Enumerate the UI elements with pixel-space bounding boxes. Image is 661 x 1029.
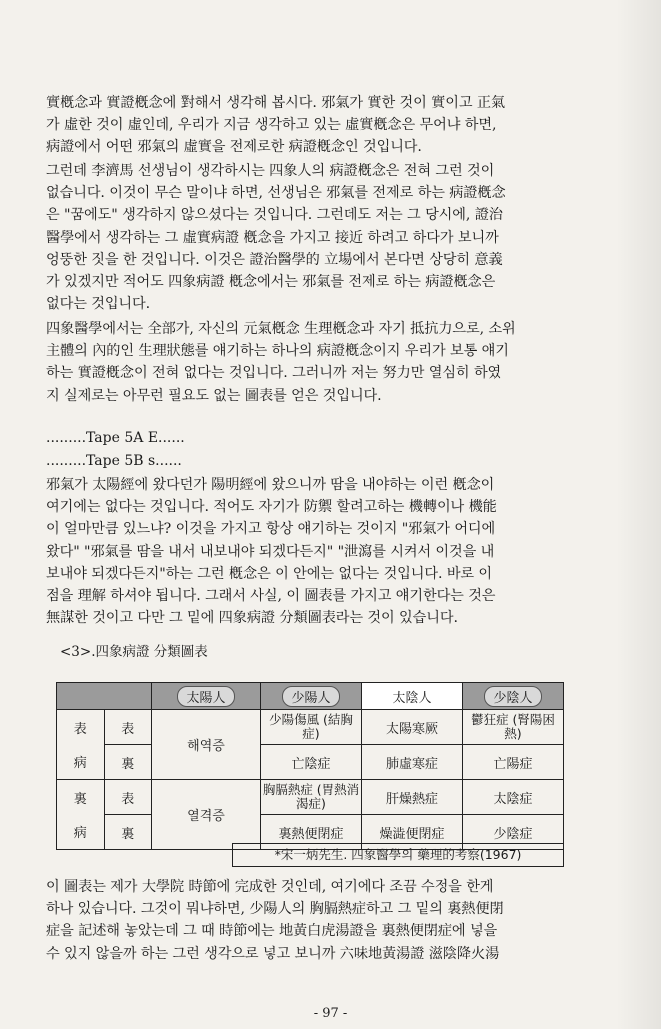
- paragraph: [46, 876, 616, 965]
- taiyin-cell: 燥澁便閉症: [362, 815, 463, 850]
- shaoyang-cell: 裏熱便閉症: [261, 815, 362, 850]
- header-shaoyang: 少陽人: [261, 683, 362, 710]
- paragraph: [46, 92, 616, 159]
- header-taiyin: 太陰人: [362, 683, 463, 710]
- paragraph: [46, 318, 616, 407]
- text-line: 四象醫學에서는 全部가, 자신의 元氣槪念 生理槪念과 자기 抵抗力으로, 소위: [46, 321, 516, 337]
- text-line: 이 얼마만큼 있느냐? 이것을 가지고 항상 얘기하는 것이지 "邪氣가 어디에: [46, 521, 496, 538]
- header-taiyang: 太陽人: [152, 683, 261, 710]
- page-number: - 97 -: [313, 1006, 348, 1021]
- text-line: 病證에서 어떤 邪氣의 虛實을 전제로한 病證槪念인 것입니다.: [46, 139, 422, 156]
- text-line: 수 있지 않을까 하는 그런 생각으로 넣고 보니까 六味地黃湯證 滋陰降火湯: [46, 945, 500, 962]
- text-line: 점을 理解 하셔야 됩니다. 그래서 사실, 이 圖表를 가지고 얘기한다는 것은: [46, 587, 496, 604]
- shaoyang-cell: 亡陰症: [261, 745, 362, 780]
- row-label: 病: [57, 815, 105, 850]
- text-line: 엉뚱한 짓을 한 것입니다. 이것은 證治醫學的 立場에서 본다면 상당히 意義: [46, 251, 503, 268]
- taiyin-cell: 太陽寒厥: [362, 710, 463, 745]
- table-caption: <3>.四象病證 分類圖表: [60, 644, 208, 660]
- text-line: 醫學에서 생각하는 그 虛實病證 槪念을 가지고 接近 하려고 하다가 보니까: [46, 229, 499, 246]
- text-line: 없다는 것입니다.: [46, 296, 151, 313]
- text-line: 없습니다. 이것이 무슨 말이냐 하면, 선생님은 邪氣를 전제로 하는 病證槪念: [46, 185, 506, 202]
- text-line: 邪氣가 太陽經에 왔다던가 陽明經에 왔으니까 땀을 내야하는 이런 槪念이: [46, 477, 495, 493]
- page-edge-shadow: [616, 0, 661, 1029]
- text-line: 그런데 李濟馬 선생님이 생각하시는 四象人의 病證槪念은 전혀 그런 것이: [46, 163, 495, 179]
- shaoyin-cell: 太陰症: [463, 780, 564, 815]
- table-source-note: *宋一炳先生. 四象醫學의 藥理的考察(1967): [232, 843, 564, 867]
- row-label: 表: [104, 780, 152, 815]
- row-label: 表: [104, 710, 152, 745]
- text-line: 보내야 되겠다든지"하는 그런 槪念은 이 안에는 없다는 것입니다. 바로 이: [46, 565, 493, 582]
- text-line: 왔다" "邪氣를 땀을 내서 내보내야 되겠다든지" "泄瀉를 시켜서 이것을 내: [46, 543, 495, 560]
- row-label: 裏: [104, 815, 152, 850]
- classification-table: [56, 682, 564, 850]
- text-line: 이 圖表는 제가 大學院 時節에 完成한 것인데, 여기에다 조끔 수정을 한게: [46, 879, 494, 895]
- text-line: 症을 記述해 놓았는데 그 때 時節에는 地黃白虎湯證을 裏熱便閉症에 넣을: [46, 923, 498, 940]
- text-line: 가 虛한 것이 虛인데, 우리가 지금 생각하고 있는 虛實槪念은 무어냐 하면,: [46, 117, 497, 134]
- taiyin-cell: 肺虛寒症: [362, 745, 463, 780]
- shaoyin-cell: 少陰症: [463, 815, 564, 850]
- text-line: 하나 있습니다. 그것이 뭐냐하면, 少陽人의 胸膈熱症하고 그 밑의 裏熱便閉: [46, 901, 504, 918]
- row-label: 病: [57, 745, 105, 780]
- tape-marker-1: .........Tape 5A E......: [46, 430, 185, 446]
- text-line: 하는 實證槪念이 전혀 없다는 것입니다. 그러니까 저는 努力만 열심히 하였: [46, 365, 502, 382]
- shaoyin-cell: 亡陽症: [463, 745, 564, 780]
- row-label: 表: [57, 710, 105, 745]
- paragraph: [46, 474, 616, 629]
- shaoyang-cell: 少陽傷風 (結胸症): [261, 710, 362, 745]
- text-line: 은 "꿈에도" 생각하지 않으셨다는 것입니다. 그런데도 저는 그 당시에, 證治: [46, 207, 503, 224]
- tape-marker-2: .........Tape 5B s......: [46, 453, 182, 469]
- text-line: 가 있겠지만 적어도 四象病證 槪念에서는 邪氣를 전제로 하는 病證槪念은: [46, 273, 496, 290]
- header-blank: [57, 683, 152, 710]
- text-line: 無謀한 것이고 다만 그 밑에 四象病證 分類圖表라는 것이 있습니다.: [46, 610, 458, 627]
- text-line: 實槪念과 實證槪念에 對해서 생각해 봅시다. 邪氣가 實한 것이 實이고 正氣: [46, 95, 506, 111]
- row-label: 裏: [57, 780, 105, 815]
- text-line: 지 실제로는 아무런 필요도 없는 圖表를 얻은 것입니다.: [46, 387, 382, 404]
- shaoyin-cell: 鬱狂症 (腎陽困熱): [463, 710, 564, 745]
- taiyang-cell: 열격증: [152, 780, 261, 850]
- taiyang-cell: 해역증: [152, 710, 261, 780]
- header-shaoyin: 少陰人: [463, 683, 564, 710]
- text-line: 主體의 內的인 生理狀態를 얘기하는 하나의 病證槪念이지 우리가 보통 얘기: [46, 343, 509, 360]
- row-label: 裏: [104, 745, 152, 780]
- paragraph: [46, 160, 616, 315]
- text-line: 여기에는 없다는 것입니다. 적어도 자기가 防禦 할려고하는 機轉이나 機能: [46, 499, 497, 516]
- taiyin-cell: 肝燥熱症: [362, 780, 463, 815]
- shaoyang-cell: 胸膈熱症 (胃熱消渴症): [261, 780, 362, 815]
